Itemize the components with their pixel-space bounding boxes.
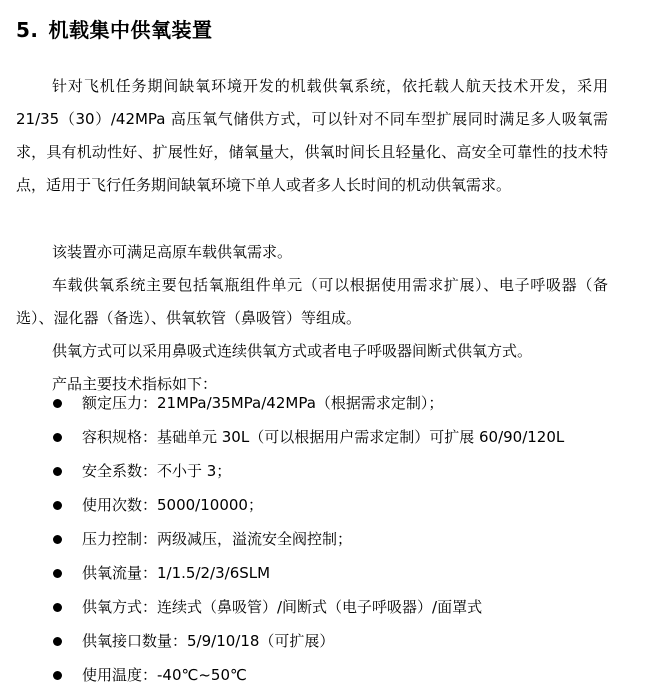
spec-item-safety-factor bbox=[0, 454, 670, 488]
bullet-icon bbox=[53, 467, 62, 476]
spec-text: 使用温度：-40℃~50℃ bbox=[82, 666, 247, 684]
spec-item-usage-count bbox=[0, 488, 670, 522]
section-number: 5. bbox=[16, 18, 39, 42]
bullet-icon bbox=[53, 671, 62, 680]
spec-text: 安全系数：不小于 3； bbox=[82, 462, 232, 480]
bullet-icon bbox=[53, 569, 62, 578]
spec-item-volume bbox=[0, 420, 670, 454]
section-title: 机载集中供氧装置 bbox=[48, 18, 213, 42]
bullet-icon bbox=[53, 637, 62, 646]
components-paragraph: 车载供氧系统主要包括氧瓶组件单元（可以根据使用需求扩展）、电子呼吸器（备选）、湿化器（备选）、供氧软管（鼻吸管）等组成。 bbox=[16, 276, 608, 327]
spec-item-interface-count bbox=[0, 624, 670, 658]
section-heading bbox=[16, 16, 213, 44]
spec-text: 供氧接口数量：5/9/10/18（可扩展） bbox=[82, 632, 335, 650]
spec-item-temperature bbox=[0, 658, 670, 692]
spec-text: 供氧方式：连续式（鼻吸管）/间断式（电子呼吸器）/面罩式 bbox=[82, 598, 483, 616]
spec-item-supply-mode bbox=[0, 590, 670, 624]
spec-text: 额定压力：21MPa/35MPa/42MPa（根据需求定制）； bbox=[82, 394, 444, 412]
bullet-icon bbox=[53, 399, 62, 408]
bullet-icon bbox=[53, 501, 62, 510]
bullet-icon bbox=[53, 603, 62, 612]
spec-item-flow-rate bbox=[0, 556, 670, 590]
spec-text: 供氧流量：1/1.5/2/3/6SLM bbox=[82, 564, 271, 582]
supply-mode-paragraph: 供氧方式可以采用鼻吸式连续供氧方式或者电子呼吸器间断式供氧方式。 bbox=[52, 342, 533, 360]
spec-text: 容积规格：基础单元 30L（可以根据用户需求定制）可扩展 60/90/120L bbox=[82, 428, 565, 446]
bullet-icon bbox=[53, 535, 62, 544]
spec-item-pressure-control bbox=[0, 522, 670, 556]
intro-paragraph: 针对飞机任务期间缺氧环境开发的机载供氧系统，依托载人航天技术开发，采用 21/35（30）/42MPa 高压氧气储供方式，可以针对不同车型扩展同时满足多人吸氧需求，具有机动性好、扩展性好，储氧量大，供氧时间长且轻量化、高安全可靠性的技术特点，适用于飞行任务期间缺氧环境下单人或者多人长时间的机动供氧需求。 bbox=[16, 77, 608, 194]
plateau-paragraph: 该装置亦可满足高原车载供氧需求。 bbox=[52, 243, 293, 261]
bullet-icon bbox=[53, 433, 62, 442]
spec-item-rated-pressure bbox=[0, 386, 670, 420]
spec-text: 压力控制：两级减压，溢流安全阀控制； bbox=[82, 530, 353, 548]
specs-intro-paragraph: 产品主要技术指标如下： bbox=[52, 375, 218, 393]
spec-list bbox=[0, 386, 670, 692]
spec-text: 使用次数：5000/10000； bbox=[82, 496, 263, 514]
